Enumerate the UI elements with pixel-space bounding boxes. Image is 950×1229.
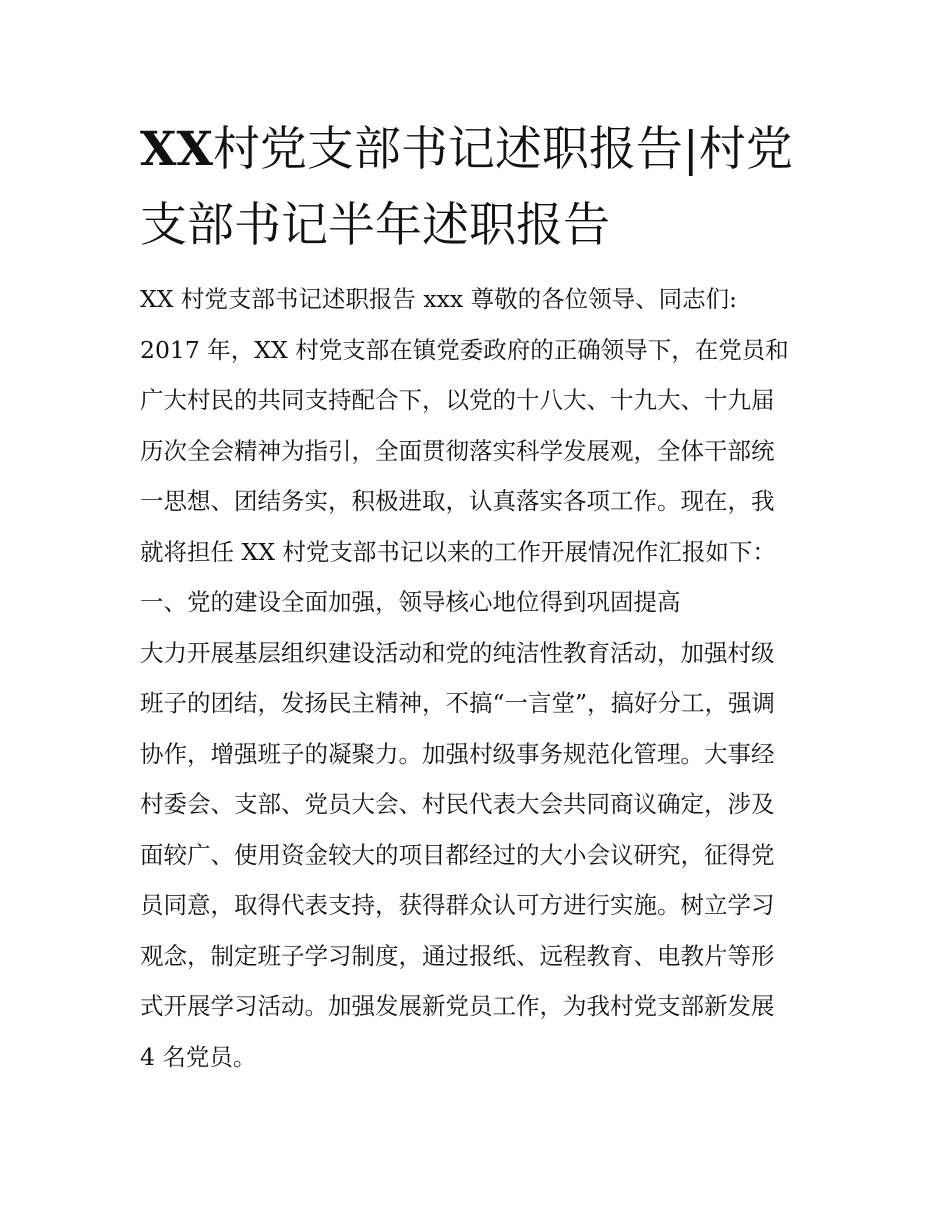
paragraph-line: 村委会、支部、党员大会、村民代表大会共同商议确定，涉及: [140, 790, 775, 818]
paragraph-line: 广大村民的共同支持配合下，以党的十八大、十九大、十九届: [140, 386, 775, 414]
paragraph-line: 班子的团结，发扬民主精神，不搞“一言堂”，搞好分工，强调: [140, 689, 776, 717]
title-text: 村党支部书记述职报告|村党支部书记半年述职报告: [140, 122, 793, 253]
document-body: [140, 274, 812, 1082]
paragraph-line: 4 名党员。: [140, 1042, 257, 1071]
paragraph-line: 就将担任 XX 村党支部书记以来的工作开展情况作汇报如下：: [140, 537, 776, 566]
paragraph-line: 式开展学习活动。加强发展新党员工作，为我村党支部新发展: [140, 992, 775, 1020]
section-heading: 一、党的建设全面加强，领导核心地位得到巩固提高: [140, 588, 681, 616]
title-bold-prefix: XX: [140, 122, 213, 177]
paragraph-line: 协作，增强班子的凝聚力。加强村级事务规范化管理。大事经: [140, 739, 775, 768]
paragraph-line: 一思想、团结务实，积极进取，认真落实各项工作。现在，我: [140, 487, 775, 515]
paragraph-line: 观念，制定班子学习制度，通过报纸、远程教育、电教片等形: [140, 941, 775, 970]
document-page: [140, 112, 812, 1082]
paragraph-line: 2017 年，XX 村党支部在镇党委政府的正确领导下，在党员和: [140, 335, 789, 364]
document-title: [140, 112, 812, 264]
salutation-line: XX 村党支部书记述职报告 xxx 尊敬的各位领导、同志们:: [140, 285, 738, 313]
paragraph-line: 大力开展基层组织建设活动和党的纯洁性教育活动，加强村级: [140, 638, 775, 667]
paragraph-line: 面较广、使用资金较大的项目都经过的大小会议研究，征得党: [140, 840, 775, 869]
paragraph-line: 历次全会精神为指引，全面贯彻落实科学发展观，全体干部统: [140, 436, 775, 465]
paragraph-line: 员同意，取得代表支持，获得群众认可方进行实施。树立学习: [140, 891, 775, 919]
